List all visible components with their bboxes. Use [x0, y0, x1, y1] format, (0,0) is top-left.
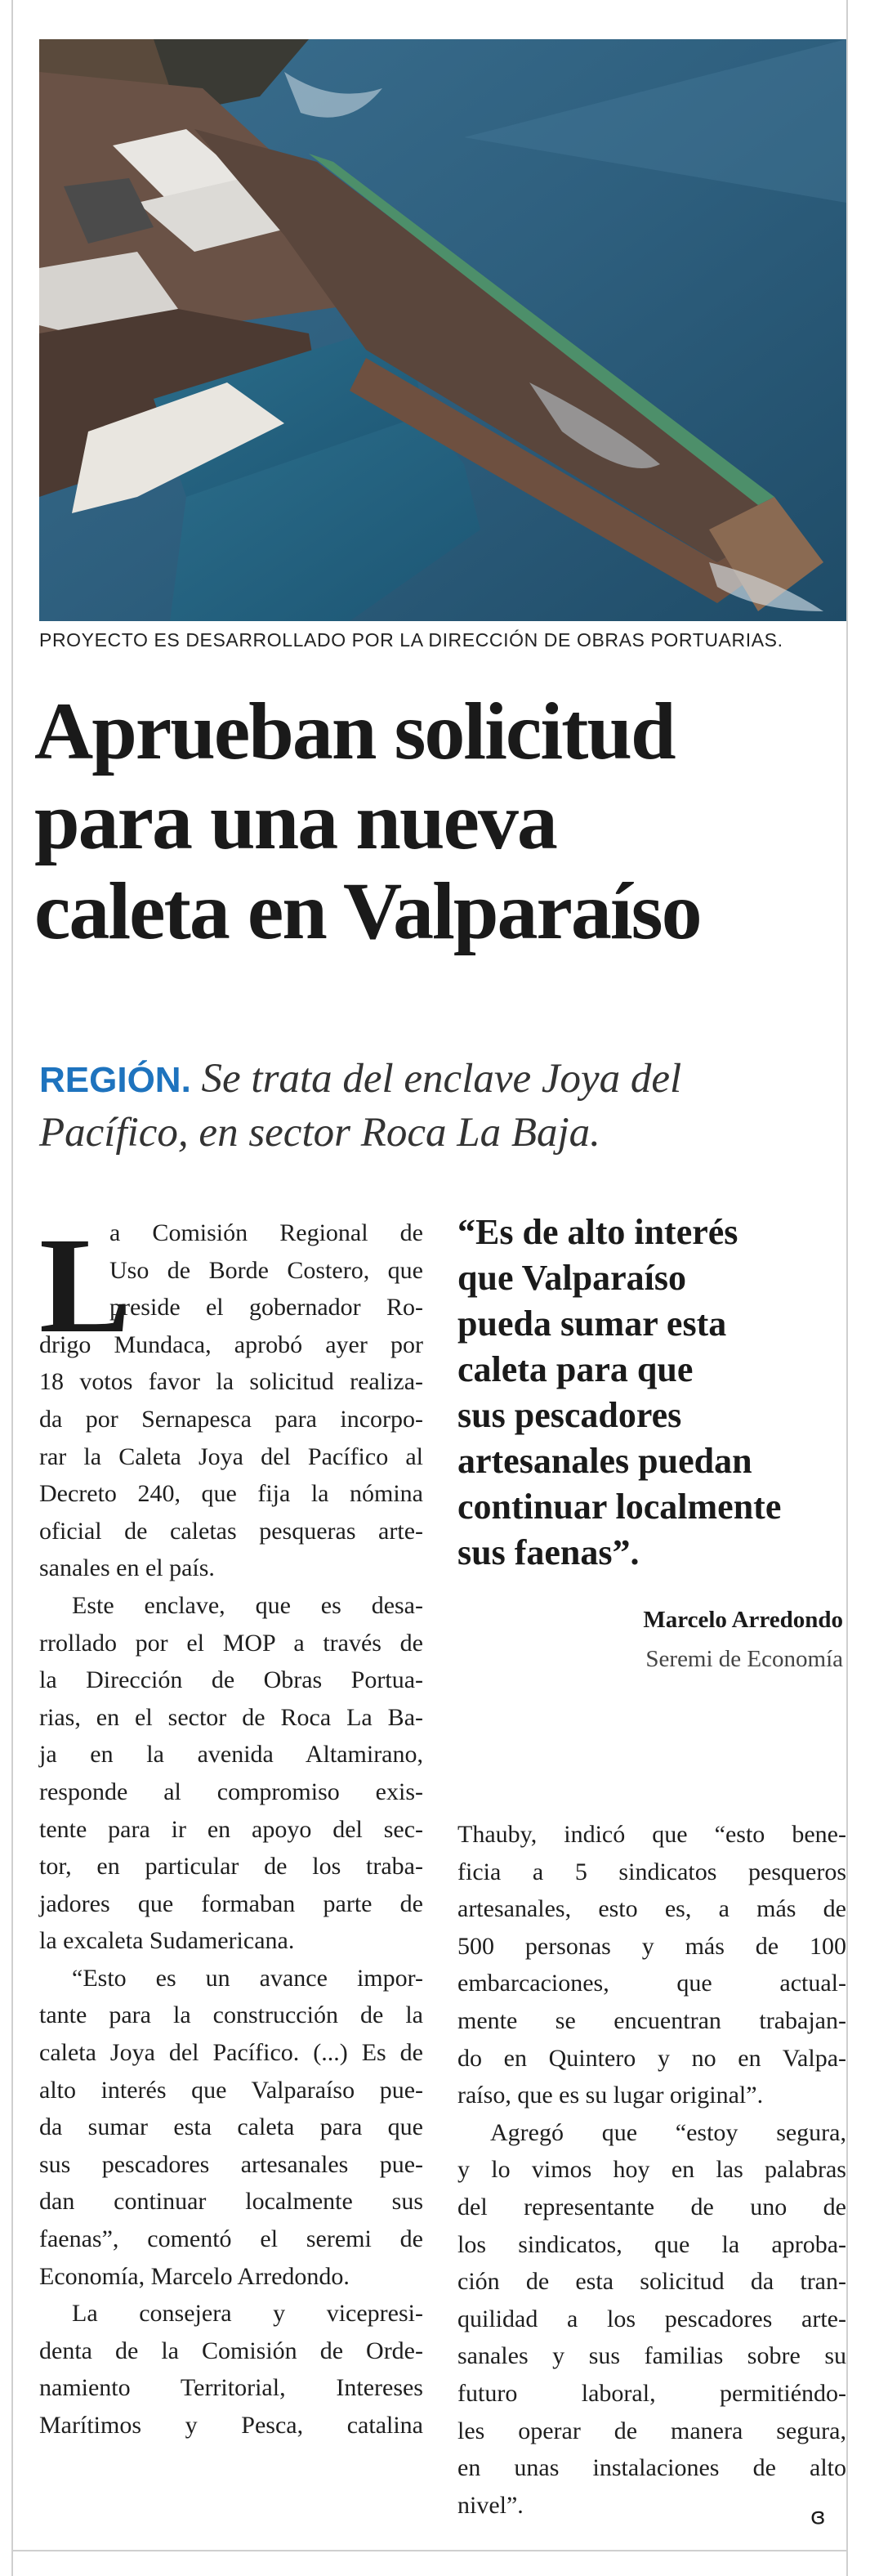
pull-quote-line: “Es de alto interés [457, 1212, 738, 1252]
body-line: “Esto es un avance impor- [72, 1964, 423, 1992]
pull-quote-line: sus pescadores [457, 1395, 682, 1435]
body-line: oficial de caletas pesqueras arte- [39, 1517, 423, 1545]
end-of-article-icon: ɞ [810, 2502, 826, 2529]
aerial-render-icon [39, 39, 846, 621]
body-line: faenas”, comentó el seremi de [39, 2225, 423, 2253]
article-headline [34, 686, 843, 956]
body-line: futuro laboral, permitiéndo- [457, 2379, 846, 2407]
body-line: preside el gobernador Ro- [109, 1294, 423, 1322]
body-line: ción de esta solicitud da tran- [457, 2268, 846, 2296]
body-line: ficia a 5 sindicatos pesqueros [457, 1858, 846, 1885]
deck-line-2: Pacífico, en sector Roca La Baja. [39, 1110, 600, 1156]
pull-quote-author: Marcelo Arredondo [643, 1607, 843, 1633]
body-line: Uso de Borde Costero, que [109, 1256, 423, 1284]
body-line: tente para ir en apoyo del sec- [39, 1815, 423, 1843]
body-line: nivel”. [457, 2491, 524, 2519]
body-line: denta de la Comisión de Orde- [39, 2337, 423, 2364]
body-line: sus pescadores artesanales pue- [39, 2150, 423, 2178]
page-border-right [846, 0, 848, 2576]
body-line: sanales en el país. [39, 1554, 215, 1582]
body-line: caleta Joya del Pacífico. (...) Es de [39, 2039, 423, 2067]
body-line: do en Quintero y no en Valpa- [457, 2044, 846, 2072]
body-line: La consejera y vicepresi- [72, 2300, 423, 2328]
page-border-bottom [11, 2550, 848, 2551]
body-line: mente se encuentran trabajan- [457, 2006, 846, 2034]
body-line: responde al compromiso exis- [39, 1778, 423, 1805]
body-line: dan continuar localmente sus [39, 2188, 423, 2216]
headline-line: para una nueva [34, 776, 556, 866]
pull-quote-line: continuar localmente [457, 1487, 782, 1527]
body-line: Economía, Marcelo Arredondo. [39, 2262, 350, 2290]
body-line: y lo vimos hoy en las palabras [457, 2156, 846, 2184]
headline-line: caleta en Valparaíso [34, 865, 701, 956]
body-line: 500 personas y más de 100 [457, 1932, 846, 1960]
body-line: Thauby, indicó que “esto bene- [457, 1821, 846, 1848]
body-line: los sindicatos, que la aproba- [457, 2230, 846, 2258]
headline-line: Aprueban solicitud [34, 686, 675, 776]
body-line: a Comisión Regional de [109, 1219, 423, 1246]
deck-line-1 [39, 1053, 848, 1107]
body-line: tor, en particular de los traba- [39, 1853, 423, 1881]
body-line: alto interés que Valparaíso pue- [39, 2076, 423, 2104]
article-photo [39, 39, 846, 621]
body-line: la Dirección de Obras Portua- [39, 1666, 423, 1694]
page-border-left [11, 0, 13, 2576]
body-line: da por Sernapesca para incorpo- [39, 1405, 423, 1433]
pull-quote-line: artesanales puedan [457, 1441, 752, 1481]
body-line: Marítimos y Pesca, catalina [39, 2412, 423, 2439]
body-line: Decreto 240, que fija la nómina [39, 1480, 423, 1508]
body-line: artesanales, esto es, a más de [457, 1895, 846, 1923]
body-line: embarcaciones, que actual- [457, 1970, 846, 1997]
body-line: quilidad a los pescadores arte- [457, 2305, 846, 2332]
pull-quote-line: sus faenas”. [457, 1532, 640, 1572]
body-line: da sumar esta caleta para que [39, 2113, 423, 2141]
body-column-1 [39, 1210, 423, 2444]
pull-quote-line: que Valparaíso [457, 1258, 686, 1298]
drop-cap: L [39, 1210, 132, 1362]
pull-quote-line: pueda sumar esta [457, 1304, 727, 1344]
body-line: en unas instalaciones de alto [457, 2454, 846, 2482]
body-line: Este enclave, que es desa- [72, 1591, 423, 1619]
article-deck [39, 1053, 848, 1159]
body-line: les operar de manera segura, [457, 2417, 846, 2444]
body-line: ja en la avenida Altamirano, [39, 1741, 423, 1769]
body-line: namiento Territorial, Intereses [39, 2374, 423, 2402]
body-line: rias, en el sector de Roca La Ba- [39, 1703, 423, 1731]
body-line: la excaleta Sudamericana. [39, 1927, 295, 1955]
body-line: raíso, que es su lugar original”. [457, 2082, 764, 2109]
body-line: drigo Mundaca, aprobó ayer por [39, 1330, 423, 1358]
pull-quote-line: caleta para que [457, 1349, 694, 1389]
body-line: rrollado por el MOP a través de [39, 1629, 423, 1657]
body-line: 18 votos favor la solicitud realiza- [39, 1368, 423, 1396]
body-line: rar la Caleta Joya del Pacífico al [39, 1442, 423, 1470]
body-line: tante para la construcción de la [39, 2001, 423, 2029]
section-kicker: REGIÓN. [39, 1060, 191, 1100]
pull-quote-author-role: Seremi de Economía [645, 1646, 843, 1672]
photo-caption: PROYECTO ES DESARROLLADO POR LA DIRECCIÓN DE OBRAS PORTUARIAS. [39, 629, 783, 651]
body-line: sanales y sus familias sobre su [457, 2342, 846, 2370]
body-line: jadores que formaban parte de [39, 1890, 423, 1917]
pull-quote [457, 1210, 846, 1576]
body-line: Agregó que “estoy segura, [490, 2118, 846, 2146]
deck-text-1: Se trata del enclave Joya del [201, 1056, 682, 1102]
body-column-2 [457, 1816, 846, 2524]
body-line: del representante de uno de [457, 2193, 846, 2220]
